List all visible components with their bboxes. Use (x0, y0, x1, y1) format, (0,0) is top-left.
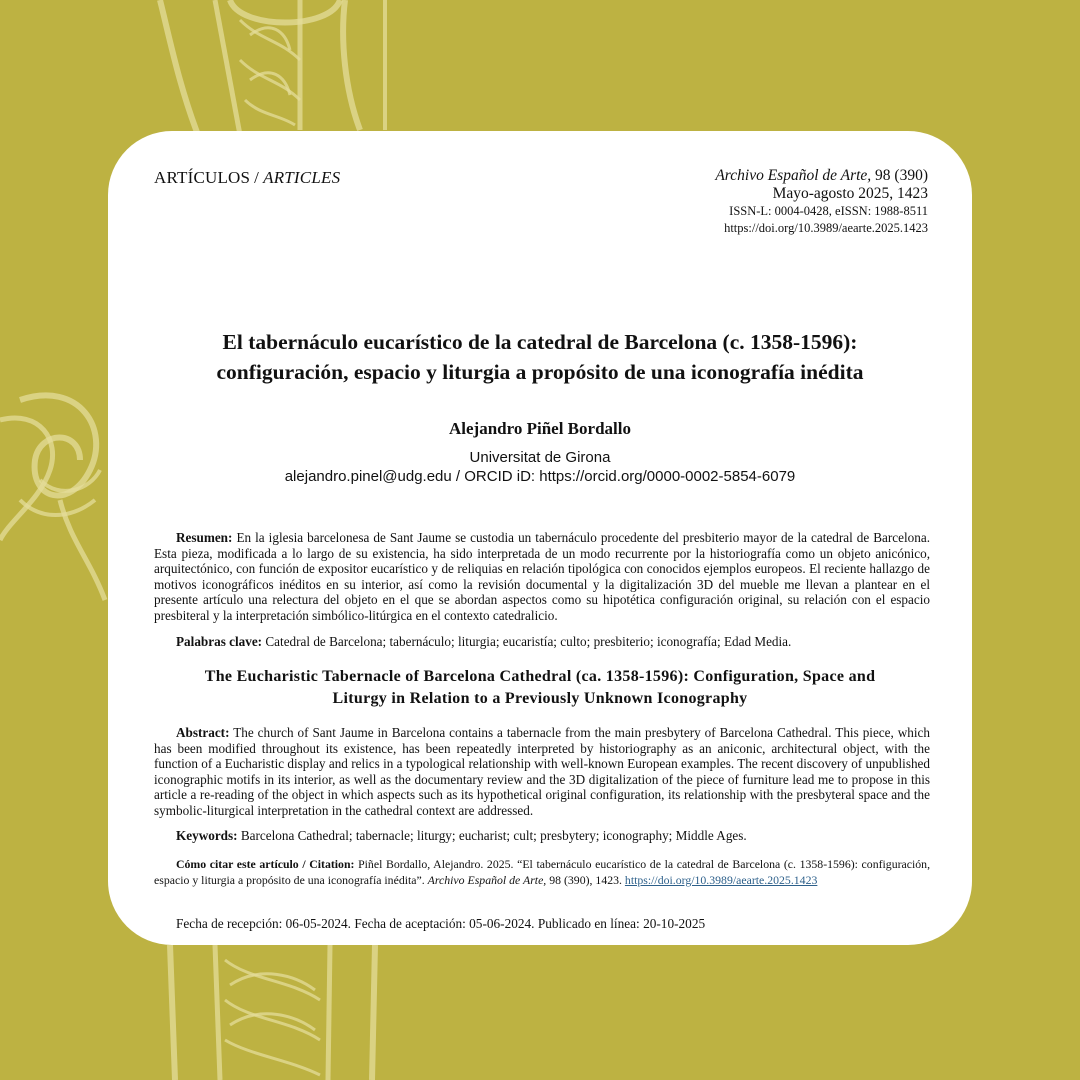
citation-text: Piñel Bordallo, Alejandro. 2025. “El tabernáculo eucarístico de la catedral de Barcelona (c. 1358-1596): configuración, espacio y liturgia a propósito de una iconografía inédita”. (154, 857, 931, 887)
section-separator: / (254, 168, 260, 187)
journal-issn: ISSN-L: 0004-0428, eISSN: 1988-8511 (729, 204, 928, 218)
section-label: ARTÍCULOS (154, 168, 251, 187)
article-title-line1: El tabernáculo eucarístico de la catedral de Barcelona (c. 1358-1596): (222, 330, 858, 354)
english-title (108, 666, 972, 710)
journal-doi: https://doi.org/10.3989/aearte.2025.1423 (724, 221, 928, 235)
journal-name: Archivo Español de Arte, (715, 167, 872, 184)
journal-issue: Mayo-agosto 2025, 1423 (772, 185, 928, 202)
abstract-label: Abstract: (176, 725, 230, 740)
section-header (154, 168, 340, 188)
english-title-line1: The Eucharistic Tabernacle of Barcelona Cathedral (ca. 1358-1596): Configuration, Space and (204, 668, 876, 685)
section-label-en: ARTICLES (263, 168, 341, 187)
citation-journal: Archivo Español de Arte, (427, 872, 547, 887)
citation-doi-link[interactable]: https://doi.org/10.3989/aearte.2025.1423 (624, 872, 818, 887)
keywords-text: Barcelona Cathedral; tabernacle; liturgy; eucharist; cult; presbytery; iconography; Middle Ages. (240, 828, 747, 843)
resumen-label: Resumen: (176, 530, 233, 545)
author-name: Alejandro Piñel Bordallo (449, 419, 631, 438)
palabras-text: Catedral de Barcelona; tabernáculo; liturgia; eucaristía; culto; presbiterio; iconografía; Edad Media. (265, 634, 792, 649)
author-contact: alejandro.pinel@udg.edu / ORCID iD: https://orcid.org/0000-0002-5854-6079 (284, 468, 796, 485)
keywords (154, 828, 930, 844)
article-title-line2: configuración, espacio y liturgia a propósito de una iconografía inédita (216, 360, 864, 384)
keywords-label: Keywords: (176, 828, 238, 843)
citation-ref: 98 (390), 1423. (549, 872, 622, 887)
journal-volume: 98 (390) (875, 167, 928, 184)
english-title-line2: Liturgy in Relation to a Previously Unknown Iconography (332, 690, 748, 707)
palabras-clave (154, 634, 930, 650)
resumen-text: En la iglesia barcelonesa de Sant Jaume se custodia un tabernáculo procedente del presbiterio mayor de la catedral de Barcelona. Esta pieza, modificada a lo largo de su existencia, ha sido interpretada de un modo recurrente por la historiografía como un objeto anicónico, arquitectónico, con función de expositor eucarístico y de reliquias en relación tipológica con conocidos ejemplos europeos. El reciente hallazgo de motivos iconográficos inéditos en su interior, así como la revisión documental y la digitalización 3D del mueble me llevan a plantear en el presente artículo una relectura del objeto en el que se abordan aspectos como su hipotética configuración original, su relación con el espacio presbiteral y la interpretación simbólico-litúrgica en el contexto catedralicio. (154, 530, 930, 623)
author-affiliation: Universitat de Girona (469, 449, 611, 466)
abstract-paragraph (154, 725, 930, 818)
article-card (108, 131, 972, 945)
citation (154, 857, 930, 888)
abstract-text: The church of Sant Jaume in Barcelona contains a tabernacle from the main presbytery of Barcelona Cathedral. This piece, which has been modified throughout its existence, has been repeatedly interpreted by historiography as an aniconic, architectural object, with the function of a Eucharistic display and relics in a typological relationship with well-known European examples. The recent discovery of unpublished iconographic motifs in its interior, as well as the documentary review and the 3D digitalization of the piece of furniture lead me to propose in this article a re-reading of the object in which aspects such as its hypothetical original configuration, its relationship with the presbyteral space and the symbolic-liturgical interpretation in the cathedral context are addressed. (154, 725, 930, 818)
author-info (108, 448, 972, 486)
citation-label: Cómo citar este artículo / Citation: (176, 857, 355, 871)
resumen-paragraph (154, 530, 930, 623)
journal-info (715, 167, 928, 237)
palabras-label: Palabras clave: (176, 634, 263, 649)
article-title (108, 327, 972, 387)
publication-dates: Fecha de recepción: 06-05-2024. Fecha de aceptación: 05-06-2024. Publicado en línea: 20-10-2025 (176, 916, 706, 931)
